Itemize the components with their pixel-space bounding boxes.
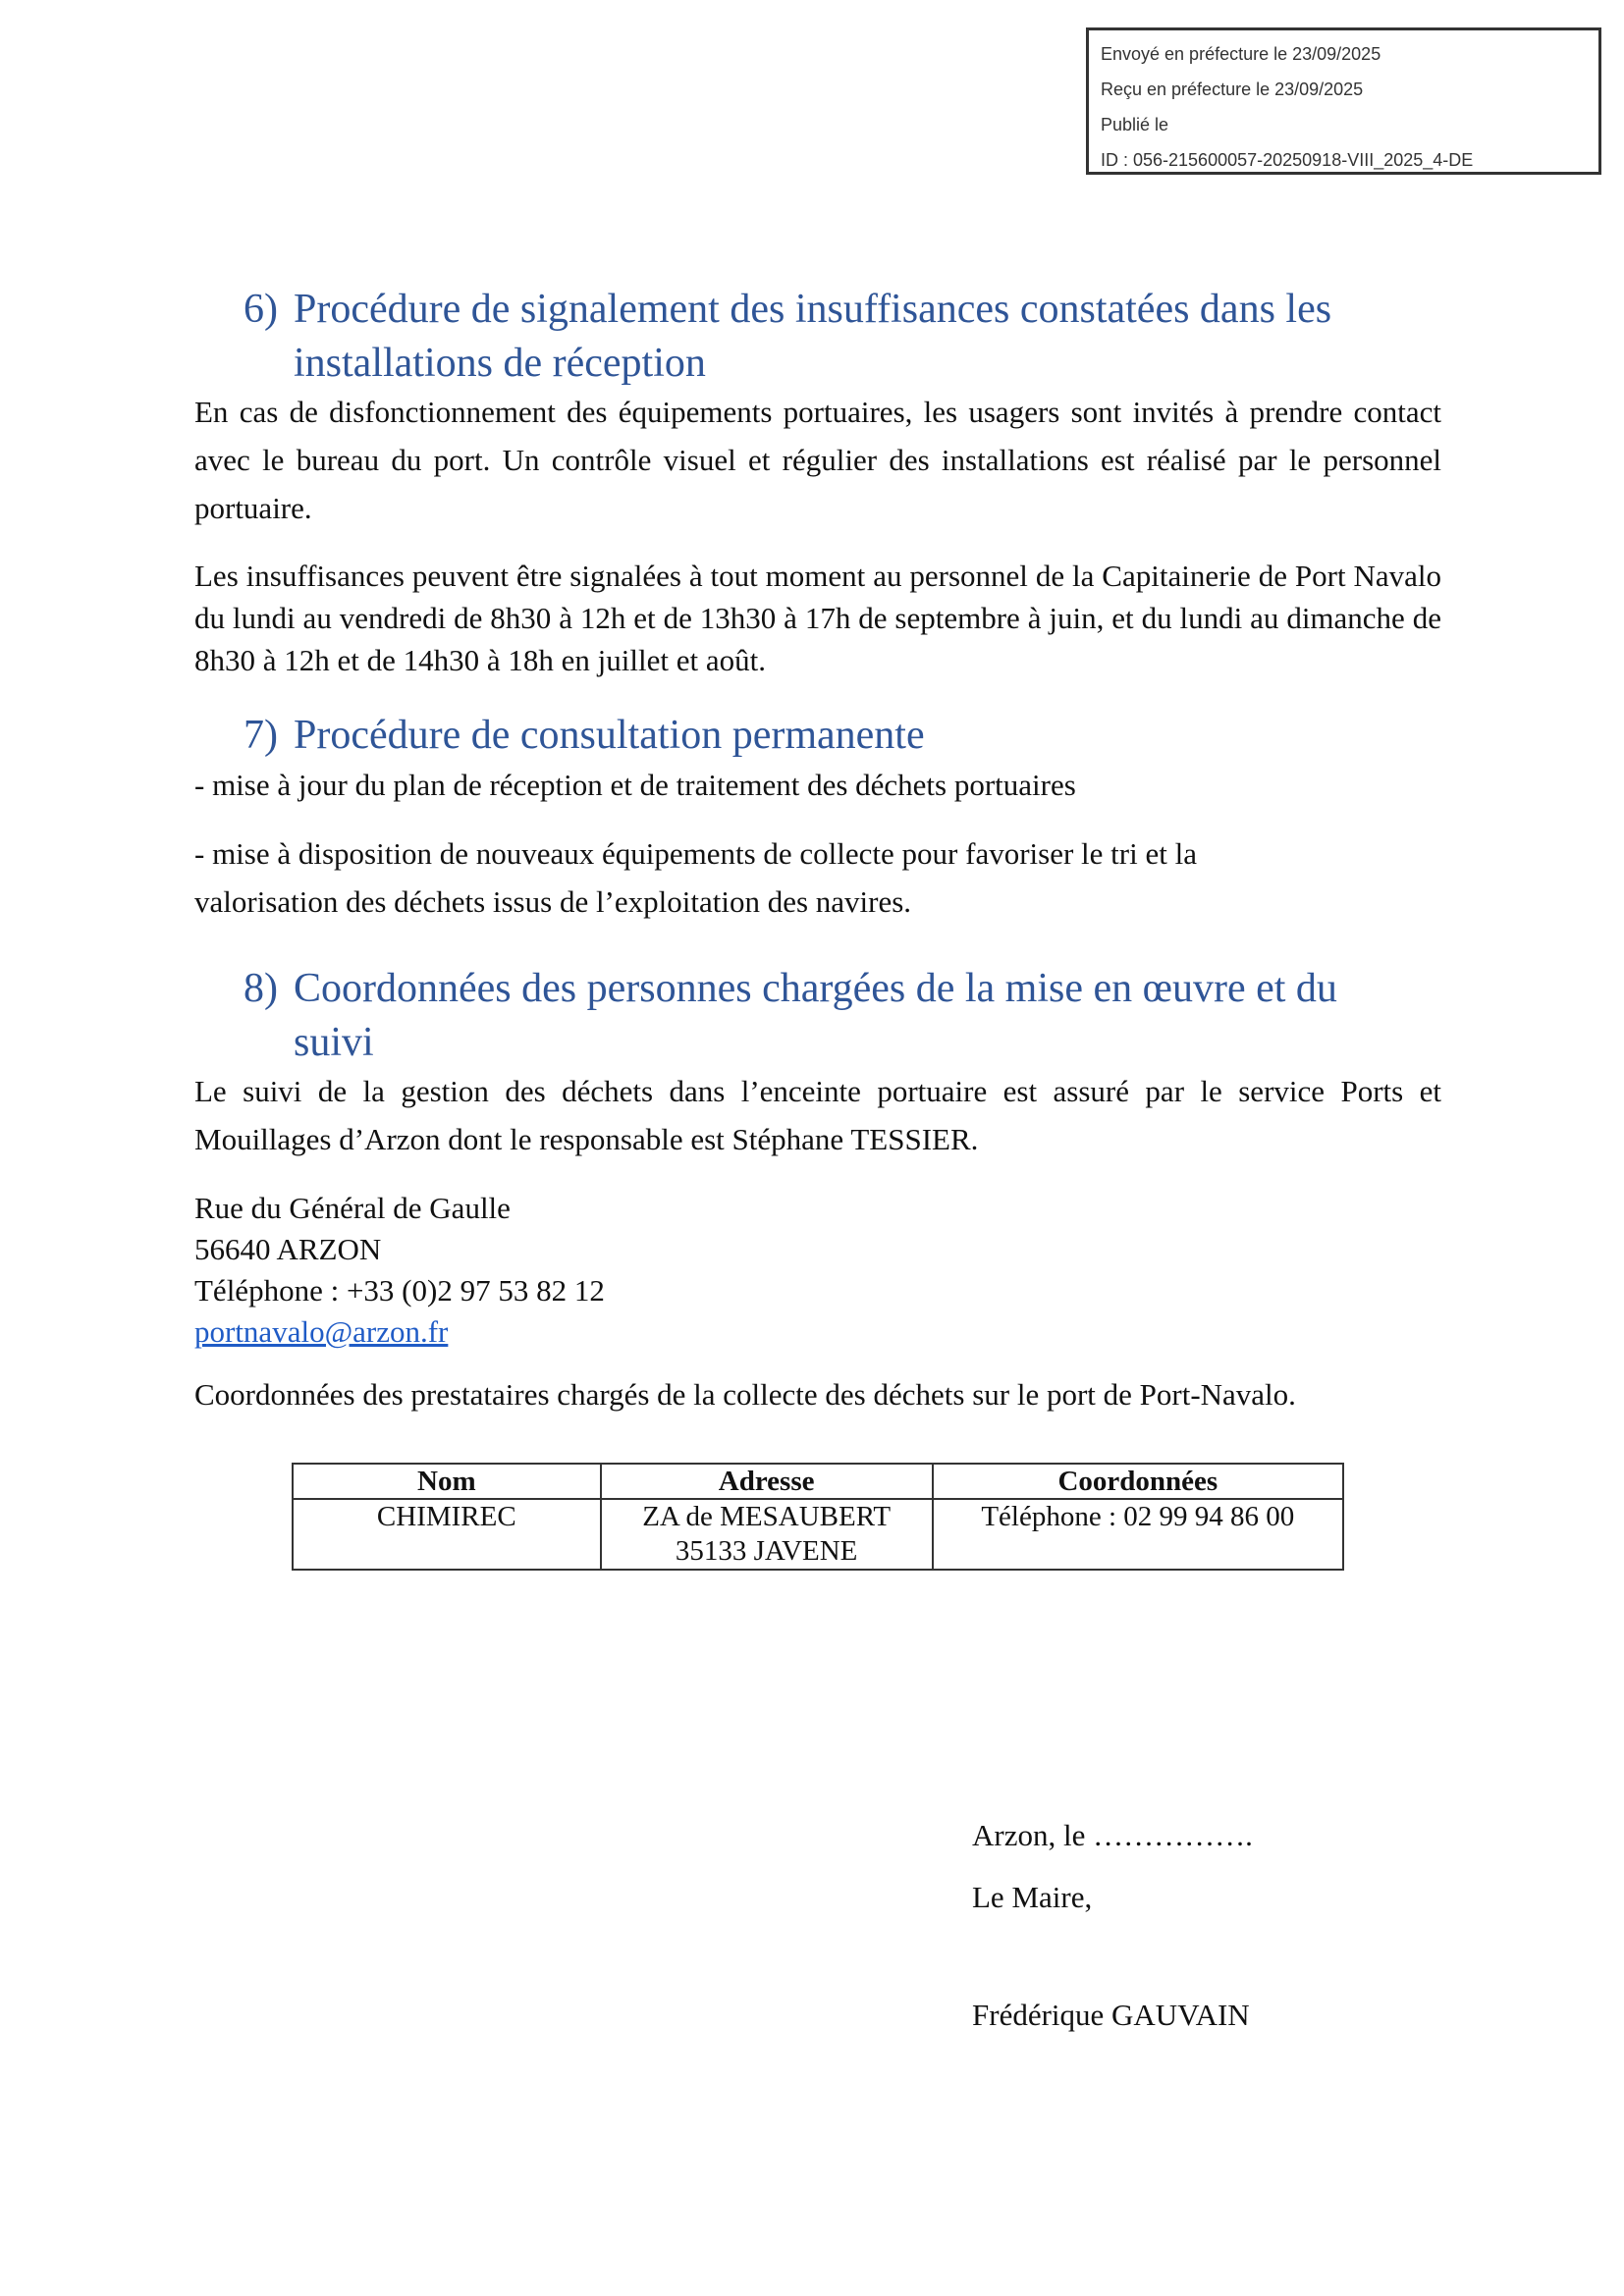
- section-7-number: 7): [244, 713, 278, 758]
- signature-name: Frédérique GAUVAIN: [972, 1998, 1250, 2032]
- email-link[interactable]: portnavalo@arzon.fr: [194, 1314, 449, 1349]
- prefecture-stamp: [1086, 27, 1601, 175]
- table-header-row: [293, 1464, 1343, 1499]
- provider-name: CHIMIREC: [293, 1499, 601, 1570]
- providers-table: [292, 1463, 1344, 1571]
- section-8-title-line2: suivi: [294, 1020, 374, 1065]
- section-6-title-line2: installations de réception: [294, 341, 706, 386]
- address-street: Rue du Général de Gaulle: [194, 1191, 511, 1225]
- provider-address: [601, 1499, 933, 1570]
- section-6-paragraph-2: Les insuffisances peuvent être signalées à tout moment au personnel de la Capitainerie de Port Navalo du lundi au vendredi de 8h30 à 12h et de 13h30 à 17h de septembre à juin, et du lundi au dimanche de 8h30 à 12h et de 14h30 à 18h en juillet et août.: [194, 559, 1441, 677]
- stamp-published: Publié le: [1101, 115, 1169, 134]
- providers-intro: Coordonnées des prestataires chargés de la collecte des déchets sur le port de Port-Navalo.: [194, 1377, 1296, 1412]
- section-7-heading: [244, 709, 1471, 763]
- provider-contact: Téléphone : 02 99 94 86 00: [933, 1499, 1343, 1570]
- stamp-received: Reçu en préfecture le 23/09/2025: [1101, 80, 1364, 99]
- phone-number: Téléphone : +33 (0)2 97 53 82 12: [194, 1273, 605, 1308]
- section-6-title-line1: Procédure de signalement des insuffisances constatées dans les: [294, 287, 1332, 332]
- address-city: 56640 ARZON: [194, 1232, 382, 1266]
- section-8-paragraph: Le suivi de la gestion des déchets dans l’enceinte portuaire est assuré par le service Ports et Mouillages d’Arzon dont le responsable est Stéphane TESSIER.: [194, 1074, 1441, 1156]
- section-8-heading: [244, 962, 1471, 1070]
- section-8-number: 8): [244, 966, 278, 1011]
- section-7-title: Procédure de consultation permanente: [294, 713, 925, 758]
- section-6-heading: [244, 283, 1471, 391]
- stamp-sent: Envoyé en préfecture le 23/09/2025: [1101, 44, 1381, 64]
- header-address: Adresse: [601, 1464, 933, 1499]
- provider-address-line2: 35133 JAVENE: [675, 1535, 858, 1567]
- section-7-item-2: - mise à disposition de nouveaux équipements de collecte pour favoriser le tri et la valorisation des déchets issus de l’exploitation des navires.: [194, 836, 1197, 919]
- stamp-id: ID : 056-215600057-20250918-VIII_2025_4-DE: [1101, 150, 1474, 170]
- section-7-item-1: - mise à jour du plan de réception et de traitement des déchets portuaires: [194, 768, 1076, 802]
- header-contact: Coordonnées: [933, 1464, 1343, 1499]
- table-row: [293, 1499, 1343, 1570]
- header-name: Nom: [293, 1464, 601, 1499]
- signature-place-date: Arzon, le …………….: [972, 1818, 1253, 1852]
- section-6-number: 6): [244, 287, 278, 332]
- section-6-paragraph-1: En cas de disfonctionnement des équipements portuaires, les usagers sont invités à prendre contact avec le bureau du port. Un contrôle visuel et régulier des installations est réalisé par le personnel portuaire.: [194, 395, 1441, 525]
- signature-role: Le Maire,: [972, 1880, 1093, 1914]
- provider-address-line1: ZA de MESAUBERT: [642, 1501, 892, 1532]
- section-8-title-line1: Coordonnées des personnes chargées de la mise en œuvre et du: [294, 966, 1337, 1011]
